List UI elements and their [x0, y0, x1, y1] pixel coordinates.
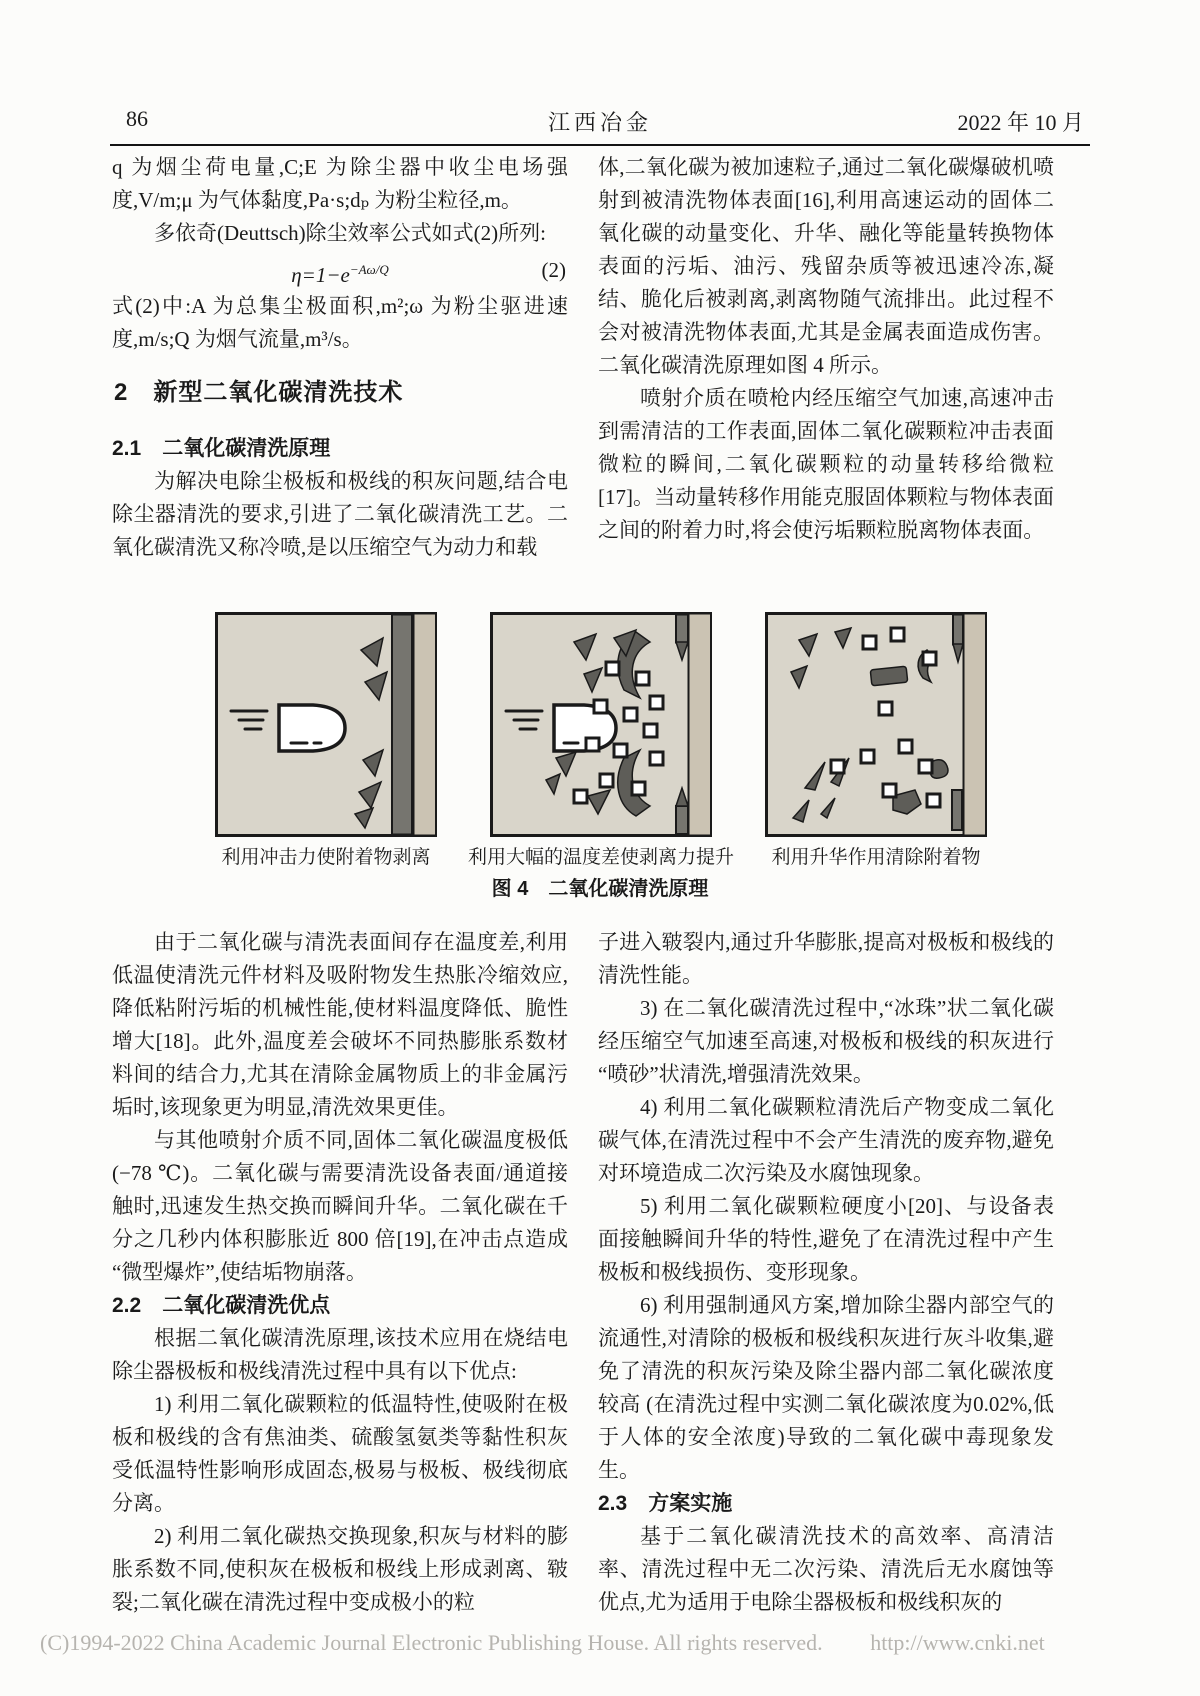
paragraph: 6) 利用强制通风方案,增加除尘器内部空气的流通性,对清除的极板和极线积灰进行灰斗收集,避免了清洗的积灰污染及除尘器内部二氧化碳浓度较高 (在清洗过程中实测二氧化碳浓度为0.02%,低于人体的安全浓度)导致的二氧化碳中毒现象发生。: [598, 1293, 1054, 1482]
column-top-right: [598, 151, 1054, 547]
paragraph: 基于二氧化碳清洗技术的高效率、高清洁率、清洗过程中无二次污染、清洗后无水腐蚀等优点,尤为适用于电除尘器极板和极线积灰的: [598, 1524, 1054, 1614]
panel-caption-thermal: 利用大幅的温度差使剥离力提升: [467, 847, 735, 868]
paragraph: 3) 在二氧化碳清洗过程中,“冰珠”状二氧化碳经压缩空气加速至高速,对极板和极线的积灰进行“喷砂”状清洗,增强清洗效果。: [598, 996, 1054, 1086]
subsection-heading-2-2: 2.2 二氧化碳清洗优点: [112, 1294, 331, 1317]
column-bottom-right: [598, 926, 1054, 1619]
journal-title: 江西冶金: [547, 110, 652, 135]
paragraph: 子进入皲裂内,通过升华膨胀,提高对极板和极线的清洗性能。: [598, 930, 1054, 987]
paragraph: 根据二氧化碳清洗原理,该技术应用在烧结电除尘器极板和极线清洗过程中具有以下优点:: [112, 1326, 568, 1383]
paragraph: 与其他喷射介质不同,固体二氧化碳温度极低(−78 ℃)。二氧化碳与需要清洗设备表面/通道接触时,迅速发生热交换而瞬间升华。二氧化碳在千分之几秒内体积膨胀近 800 倍[19],在冲击点造成“微型爆炸”,使结垢物崩落。: [112, 1128, 568, 1284]
column-top-left: [112, 151, 568, 564]
page-header: [112, 104, 1088, 138]
subsection-heading-2-1: 2.1 二氧化碳清洗原理: [112, 437, 331, 460]
paragraph: 5) 利用二氧化碳颗粒硬度小[20]、与设备表面接触瞬间升华的特性,避免了在清洗过程中产生极板和极线损伤、变形现象。: [598, 1194, 1054, 1284]
footer-url[interactable]: http://www.cnki.net: [870, 1630, 1045, 1655]
equation-body: $\eta=1-e^{-A\omega/Q}$: [291, 262, 389, 287]
figure-4: [112, 612, 1088, 837]
equation-number: (2): [541, 258, 566, 282]
paragraph: 2) 利用二氧化碳热交换现象,积灰与材料的膨胀系数不同,使积灰在极板和极线上形成剥离、皲裂;二氧化碳在清洗过程中变成极小的粒: [112, 1524, 568, 1614]
figure-captions: [112, 842, 1088, 870]
issue-date: 2022 年 10 月: [957, 110, 1084, 135]
paragraph: 1) 利用二氧化碳颗粒的低温特性,使吸附在极板和极线的含有焦油类、硫酸氢氨类等黏性积灰受低温特性影响形成固态,极易与极板、极线彻底分离。: [112, 1392, 568, 1515]
paragraph: 体,二氧化碳为被加速粒子,通过二氧化碳爆破机喷射到被清洗物体表面[16],利用高速运动的固体二氧化碳的动量变化、升华、融化等能量转换物体表面的污垢、油污、残留杂质等被迅速冷冻,凝结、脆化后被剥离,剥离物随气流排出。此过程不会对被清洗物体表面,尤其是金属表面造成伤害。二氧化碳清洗原理如图 4 所示。: [598, 155, 1054, 377]
paragraph: 式(2)中:A 为总集尘极面积,m²;ω 为粉尘驱进速度,m/s;Q 为烟气流量,m³/s。: [112, 294, 568, 351]
footer-copyright: (C)1994-2022 China Academic Journal Electronic Publishing House. All rights reserved.: [40, 1630, 823, 1655]
equation-2: [112, 250, 568, 290]
paragraph: 多依奇(Deuttsch)除尘效率公式如式(2)所列:: [154, 221, 546, 245]
paragraph: 喷射介质在喷枪内经压缩空气加速,高速冲击到需清洁的工作表面,固体二氧化碳颗粒冲击表面微粒的瞬间,二氧化碳颗粒的动量转移给微粒[17]。当动量转移作用能克服固体颗粒与物体表面之间的附着力时,将会使污垢颗粒脱离物体表面。: [598, 386, 1054, 542]
figure-panel-sublimation: [765, 612, 987, 837]
figure-title: 图 4 二氧化碳清洗原理: [491, 878, 709, 900]
figure-panel-thermal: [490, 612, 712, 837]
page-number: 86: [126, 106, 148, 131]
panel-caption-impact: 利用冲击力使附着物剥离: [221, 847, 431, 868]
header-rule: [110, 144, 1090, 146]
paragraph: q 为烟尘荷电量,C;E 为除尘器中收尘电场强度,V/m;μ 为气体黏度,Pa·s;dₚ 为粉尘粒径,m。: [112, 155, 568, 212]
panel-caption-sublimation: 利用升华作用清除附着物: [771, 847, 981, 868]
figure-panel-impact: [215, 612, 437, 837]
paragraph: 由于二氧化碳与清洗表面间存在温度差,利用低温使清洗元件材料及吸附物发生热胀冷缩效应,降低粘附污垢的机械性能,使材料温度降低、脆性增大[18]。此外,温度差会破坏不同热膨胀系数材料间的结合力,尤其在清除金属物质上的非金属污垢时,该现象更为明显,清洗效果更佳。: [112, 930, 568, 1119]
paragraph: 为解决电除尘极板和极线的积灰问题,结合电除尘器清洗的要求,引进了二氧化碳清洗工艺。二氧化碳清洗又称冷喷,是以压缩空气为动力和载: [112, 469, 568, 559]
column-bottom-left: [112, 926, 568, 1619]
subsection-heading-2-3: 2.3 方案实施: [598, 1492, 733, 1515]
page-footer: [40, 1630, 1160, 1656]
paragraph: 4) 利用二氧化碳颗粒清洗后产物变成二氧化碳气体,在清洗过程中不会产生清洗的废弃物,避免对环境造成二次污染及水腐蚀现象。: [598, 1095, 1054, 1185]
section-heading-2: 2 新型二氧化碳清洗技术: [114, 379, 404, 406]
